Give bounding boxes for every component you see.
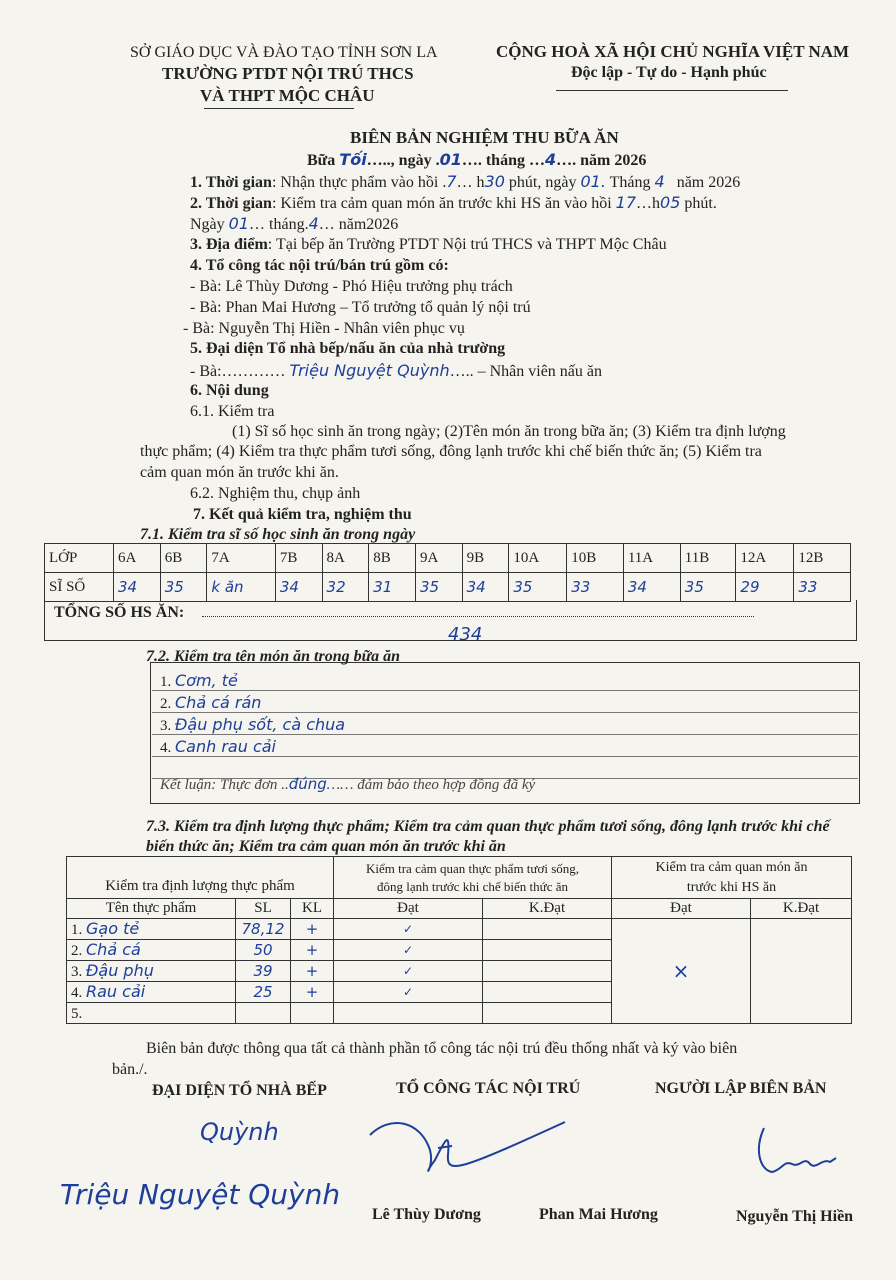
count-header: SĨ SỐ [45, 573, 114, 602]
class-cell: 12B [794, 544, 851, 573]
signer-name-3: Nguyễn Thị Hiền [736, 1208, 854, 1225]
fresh-fail-cell [483, 982, 612, 1003]
fresh-pass-cell: ✓ [334, 919, 483, 940]
class-cell: 10B [567, 544, 624, 573]
member-1: - Bà: Lê Thùy Dương - Phó Hiệu trưởng phụ trách [190, 278, 513, 295]
month-value: 4 [544, 150, 557, 169]
dish-fail-cell [751, 919, 852, 1024]
dish-item: 1. Cơm, tẻ [160, 671, 238, 690]
food-weight-cell: + [291, 961, 334, 982]
fresh-pass-cell: ✓ [334, 940, 483, 961]
section-5-title: 5. Đại diện Tổ nhà bếp/nấu ăn của nhà trường [190, 340, 506, 357]
dish-line [152, 668, 858, 691]
quantity-header: SL [236, 899, 291, 919]
boarding-team-signature [360, 1110, 580, 1190]
record-maker-signature [752, 1120, 842, 1180]
dish-item: 2. Chả cá rán [160, 693, 262, 712]
food-quantity-cell [236, 1003, 291, 1024]
count-cell: 29 [736, 573, 794, 602]
section-3: 3. Địa điểm: Tại bếp ăn Trường PTDT Nội trú THCS và THPT Mộc Châu [190, 236, 667, 253]
section-7-3-title-l2: biến thức ăn; Kiểm tra cảm quan món ăn trước khi ăn [146, 838, 506, 855]
year-label: năm 2026 [580, 152, 647, 169]
class-cell: 10A [509, 544, 567, 573]
class-cell: 8B [369, 544, 416, 573]
signer-name-2: Phan Mai Hương [539, 1206, 658, 1223]
total-value: 434 [448, 624, 483, 645]
class-cell: 6A [114, 544, 161, 573]
dish-pass-header: Đạt [612, 899, 751, 919]
section-7-title: 7. Kết quả kiểm tra, nghiệm thu [193, 506, 412, 523]
section-6-1-para-2: thực phẩm; (4) Kiểm tra thực phẩm tươi sống, đông lạnh trước khi chế biến thức ăn; (5) Kiểm tra [140, 443, 762, 460]
count-cell: 32 [322, 573, 369, 602]
department-name: SỞ GIÁO DỤC VÀ ĐÀO TẠO TỈNH SƠN LA [130, 44, 438, 61]
count-row [45, 573, 851, 602]
dish-fail-header: K.Đạt [751, 899, 852, 919]
class-cell: 11B [680, 544, 736, 573]
kitchen-rep-signature: Quỳnh [200, 1118, 279, 1146]
quantity-check-header: Kiểm tra định lượng thực phẩm [67, 857, 334, 899]
header-divider-right [556, 90, 788, 91]
section-1: 1. Thời gian: Nhận thực phẩm vào hồi .7… h30 phút, ngày 01. Tháng 4 năm 2026 [190, 172, 741, 191]
document-title: BIÊN BẢN NGHIỆM THU BỮA ĂN [350, 128, 619, 147]
section-5-member: - Bà:………… Triệu Nguyệt Quỳnh….. – Nhân viên nấu ăn [190, 361, 602, 380]
section-6-title: 6. Nội dung [190, 382, 269, 399]
food-name-cell: 5. [67, 1003, 236, 1024]
dish-item: 3. Đậu phụ sốt, cà chua [160, 715, 346, 734]
count-cell: 31 [369, 573, 416, 602]
menu-conclusion: Kết luận: Thực đơn ..đúng…… đảm bảo theo hợp đồng đã ký [160, 775, 536, 793]
section-7-1-title: 7.1. Kiểm tra sĩ số học sinh ăn trong ngày [140, 526, 416, 543]
class-cell: 7B [275, 544, 322, 573]
count-cell: 34 [462, 573, 509, 602]
class-cell: 8A [322, 544, 369, 573]
class-cell: 6B [160, 544, 207, 573]
closing-line-2: bản./. [112, 1061, 148, 1078]
fresh-pass-cell: ✓ [334, 982, 483, 1003]
section-6-1-para-1: (1) Sĩ số học sinh ăn trong ngày; (2)Tên món ăn trong bữa ăn; (3) Kiểm tra định lượng [232, 423, 786, 440]
section-4-title: 4. Tổ công tác nội trú/bán trú gồm có: [190, 257, 449, 274]
food-weight-cell [291, 1003, 334, 1024]
count-cell: 34 [114, 573, 161, 602]
meal-value: Tối [339, 150, 367, 169]
fresh-pass-cell [334, 1003, 483, 1024]
fresh-food-check-header: Kiểm tra cảm quan thực phẩm tươi sống, đông lạnh trước khi chế biến thức ăn [334, 857, 612, 899]
count-cell: 34 [275, 573, 322, 602]
boarding-team-heading: TỔ CÔNG TÁC NỘI TRÚ [396, 1080, 581, 1097]
signer-name-1: Lê Thùy Dương [372, 1206, 481, 1223]
school-name-line2: VÀ THPT MỘC CHÂU [200, 86, 375, 105]
fresh-fail-cell [483, 1003, 612, 1024]
member-2: - Bà: Phan Mai Hương – Tổ trưởng tổ quản lý nội trú [190, 299, 531, 316]
kitchen-rep-heading: ĐẠI DIỆN TỔ NHÀ BẾP [152, 1082, 327, 1099]
fresh-fail-header: K.Đạt [483, 899, 612, 919]
count-cell: 35 [509, 573, 567, 602]
section-7-2-title: 7.2. Kiểm tra tên món ăn trong bữa ăn [146, 648, 401, 665]
food-row [67, 919, 852, 940]
dish-pass-cell: × [612, 919, 751, 1024]
dish-item: 4. Canh rau cải [160, 737, 276, 756]
motto: Độc lập - Tự do - Hạnh phúc [571, 64, 767, 81]
food-quantity-cell: 25 [236, 982, 291, 1003]
fresh-fail-cell [483, 940, 612, 961]
section-6-2: 6.2. Nghiệm thu, chụp ảnh [190, 485, 361, 502]
member-3: - Bà: Nguyễn Thị Hiền - Nhân viên phục vụ [183, 320, 465, 337]
meal-line: Bữa Tối….., ngày .01…. tháng …4…. năm 2026 [307, 150, 647, 169]
food-quality-table [66, 856, 852, 1024]
count-cell: 33 [794, 573, 851, 602]
class-cell: 11A [623, 544, 680, 573]
count-cell: k ăn [207, 573, 275, 602]
total-label: TỔNG SỐ HS ĂN: [54, 604, 185, 621]
count-cell: 35 [415, 573, 462, 602]
food-quantity-cell: 50 [236, 940, 291, 961]
count-cell: 35 [160, 573, 207, 602]
country-name: CỘNG HOÀ XÃ HỘI CHỦ NGHĨA VIỆT NAM [496, 42, 850, 61]
food-header-row-1 [67, 857, 852, 899]
total-dotted-line [202, 616, 754, 617]
weight-header: KL [291, 899, 334, 919]
kitchen-rep-handwritten-name: Triệu Nguyệt Quỳnh [60, 1178, 341, 1211]
fresh-fail-cell [483, 919, 612, 940]
class-header: LỚP [45, 544, 114, 573]
fresh-pass-cell: ✓ [334, 961, 483, 982]
food-quantity-cell: 39 [236, 961, 291, 982]
day-label: ngày [398, 152, 432, 169]
school-name-line1: TRƯỜNG PTDT NỘI TRÚ THCS [162, 64, 414, 83]
food-weight-cell: + [291, 940, 334, 961]
fresh-fail-cell [483, 961, 612, 982]
class-attendance-table [44, 543, 851, 602]
food-quantity-cell: 78,12 [236, 919, 291, 940]
count-cell: 33 [567, 573, 624, 602]
closing-line-1: Biên bản được thông qua tất cả thành phần tổ công tác nội trú đều thống nhất và ký vào biên [146, 1040, 738, 1057]
section-6-1-para-3: cảm quan món ăn trước khi ăn. [140, 464, 339, 481]
food-name-header: Tên thực phẩm [67, 899, 236, 919]
class-cell: 9A [415, 544, 462, 573]
food-name-cell: 1. Gạo tẻ [67, 919, 236, 940]
meal-label: Bữa [307, 152, 336, 169]
section-6-1: 6.1. Kiểm tra [190, 403, 275, 420]
food-header-row-2 [67, 899, 852, 919]
class-cell: 9B [462, 544, 509, 573]
month-label: tháng [485, 152, 525, 169]
food-name-cell: 2. Chả cá [67, 940, 236, 961]
dish-check-header: Kiểm tra cảm quan món ăn trước khi HS ăn [612, 857, 852, 899]
record-maker-heading: NGƯỜI LẬP BIÊN BẢN [655, 1080, 827, 1097]
food-name-cell: 4. Rau cải [67, 982, 236, 1003]
food-weight-cell: + [291, 982, 334, 1003]
count-cell: 35 [680, 573, 736, 602]
food-weight-cell: + [291, 919, 334, 940]
header-divider-left [204, 108, 354, 109]
section-7-3-title-l1: 7.3. Kiểm tra định lượng thực phẩm; Kiểm tra cảm quan thực phẩm tươi sống, đông lạnh trước khi chế [146, 818, 830, 835]
class-cell: 7A [207, 544, 275, 573]
day-value: 01 [439, 150, 462, 169]
class-cell: 12A [736, 544, 794, 573]
class-row [45, 544, 851, 573]
count-cell: 34 [623, 573, 680, 602]
food-name-cell: 3. Đậu phụ [67, 961, 236, 982]
section-2-date: Ngày 01… tháng.4… năm2026 [190, 214, 399, 233]
fresh-pass-header: Đạt [334, 899, 483, 919]
section-2: 2. Thời gian: Kiểm tra cảm quan món ăn trước khi HS ăn vào hồi 17…h05 phút. [190, 193, 717, 212]
